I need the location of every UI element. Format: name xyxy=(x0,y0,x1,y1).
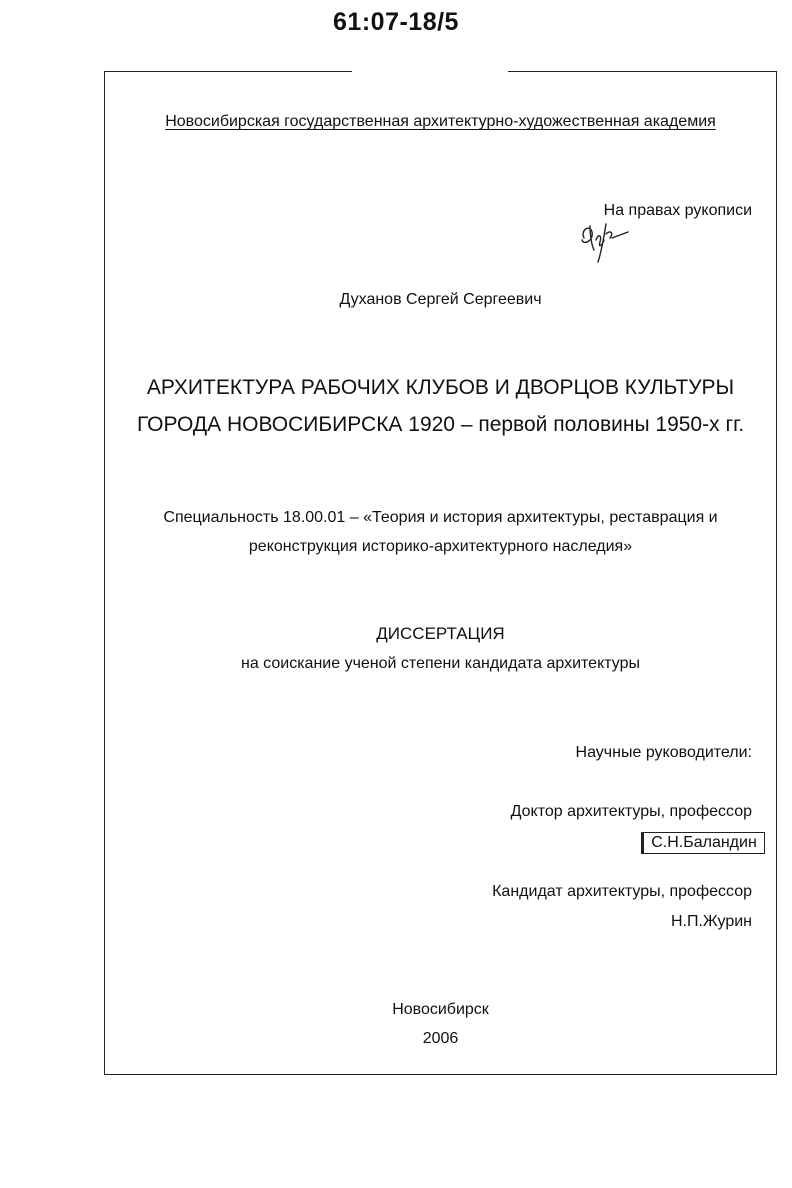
author-name: Духанов Сергей Сергеевич xyxy=(339,291,542,308)
supervisor2-title: Кандидат архитектуры, профессор xyxy=(492,883,752,900)
degree-line: на соискание ученой степени кандидата архитектуры xyxy=(241,655,640,672)
manuscript-note: На правах рукописи xyxy=(603,202,752,219)
supervisors-heading: Научные руководители: xyxy=(575,744,752,761)
specialty-line1: Специальность 18.00.01 – «Теория и история архитектуры, реставрация и xyxy=(163,509,718,526)
supervisor1-title: Доктор архитектуры, профессор xyxy=(510,803,752,820)
dissertation-title-line2: ГОРОДА НОВОСИБИРСКА 1920 – первой половины 1950-х гг. xyxy=(136,413,745,436)
supervisor2-name: Н.П.Журин xyxy=(670,913,752,930)
frame-left-border xyxy=(104,71,105,1074)
frame-bottom-border xyxy=(104,1074,777,1075)
work-type: ДИССЕРТАЦИЯ xyxy=(376,624,505,643)
city: Новосибирск xyxy=(392,1001,489,1018)
academy-name: Новосибирская государственная архитектурно-художественная академия xyxy=(165,113,716,130)
specialty-line2: реконструкция историко-архитектурного наследия» xyxy=(248,538,633,555)
archive-code: 61:07-18/5 xyxy=(333,8,459,36)
frame-top-right-border xyxy=(508,71,777,72)
frame-top-left-border xyxy=(104,71,352,72)
supervisor1-name: С.Н.Баландин xyxy=(641,832,765,854)
frame-right-border xyxy=(776,71,777,1074)
handwritten-signature xyxy=(576,212,636,264)
year: 2006 xyxy=(422,1030,459,1047)
dissertation-title-line1: АРХИТЕКТУРА РАБОЧИХ КЛУБОВ И ДВОРЦОВ КУЛЬТУРЫ xyxy=(146,376,735,399)
